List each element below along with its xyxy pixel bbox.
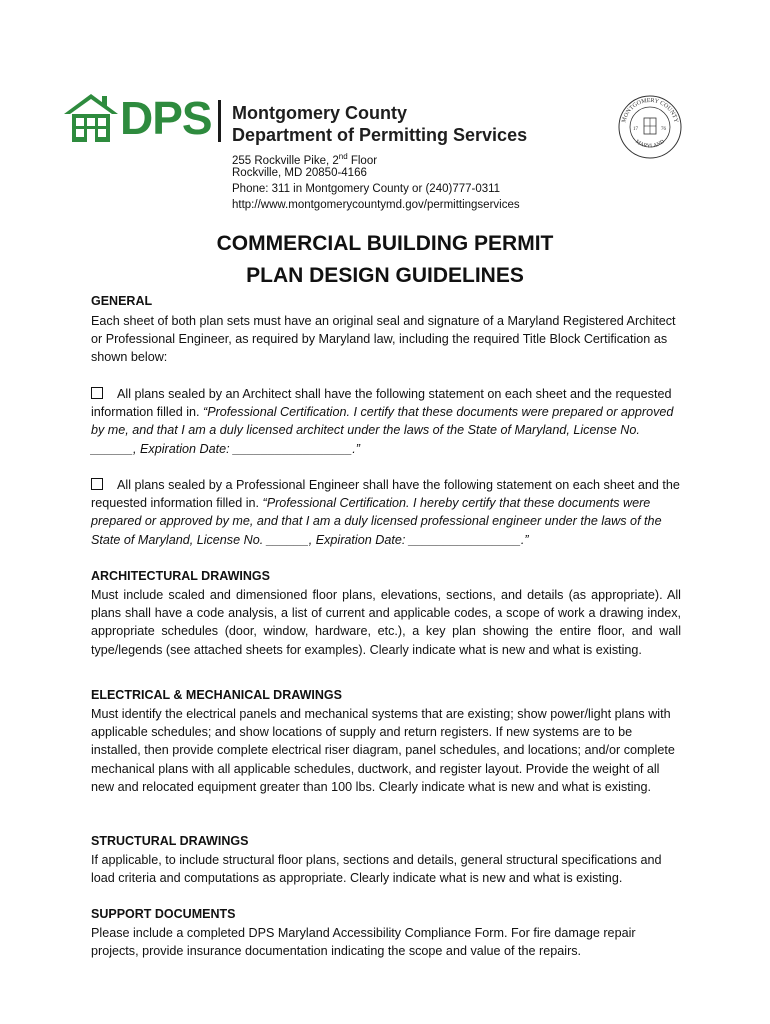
engineer-checkbox[interactable] (91, 478, 103, 490)
org-name-line1: Montgomery County (232, 103, 407, 123)
dps-house-logo-icon (62, 92, 120, 144)
engineer-certification: All plans sealed by a Professional Engineer shall have the following statement on each sheet and the requested information filled in. “Professional Certification. I hereby certify that these documents were prepared or approved by me, and that I am a duly licensed professional engineer under the laws of the State of Maryland, License No. ______, Expiration Date: ________________.” (91, 478, 680, 547)
general-heading: GENERAL (91, 294, 153, 308)
electrical-body: Must identify the electrical panels and mechanical systems that are existing; show power/light plans with applicable schedules; and show locations of supply and return registers. If new systems are to be installed, then provide complete electrical riser diagram, panel schedules, and locations; and/or complete mechanical plans with all applicable schedules, ductwork, and register layout. Provide the weight of all new and relocated equipment greater than 100 lbs. Clearly indicate what is new and what is existing. (91, 707, 675, 794)
architect-certification: All plans sealed by an Architect shall have the following statement on each sheet and the requested information filled in. “Professional Certification. I certify that these documents were prepared or approved by me, and that I am a duly licensed architect under the laws of the State of Maryland, License No. ______, Expiration Date: _________________.” (91, 387, 674, 456)
address-line1: 255 Rockville Pike, 2nd Floor (232, 152, 378, 167)
electrical-heading: ELECTRICAL & MECHANICAL DRAWINGS (91, 688, 342, 702)
architect-checkbox[interactable] (91, 387, 103, 399)
svg-text:MARYLAND: MARYLAND (634, 138, 666, 150)
dps-logo-text: DPS (120, 92, 212, 144)
address-line3: Phone: 311 in Montgomery County or (240)777-0311 (232, 183, 501, 195)
doc-title-line2: PLAN DESIGN GUIDELINES (246, 264, 524, 287)
architectural-heading: ARCHITECTURAL DRAWINGS (91, 569, 270, 583)
structural-body: If applicable, to include structural floor plans, sections and details, general structural specifications and load criteria and computations as appropriate. Clearly indicate what is new and what is existing. (91, 853, 662, 886)
doc-title-line1: COMMERCIAL BUILDING PERMIT (216, 232, 554, 255)
svg-text:17: 17 (633, 127, 638, 132)
structural-heading: STRUCTURAL DRAWINGS (91, 834, 249, 848)
county-seal-icon (617, 94, 683, 160)
architectural-body: Must include scaled and dimensioned floor plans, elevations, sections, and details (as appropriate). All plans shall have a code analysis, a list of current and applicable codes, a scope of work a drawing index, appropriate schedules (door, window, hardware, etc.), a key plan showing the entire floor, and wall type/legends (see attached sheets for examples). Clearly indicate what is new and what is existing. (91, 588, 681, 657)
support-body: Please include a completed DPS Maryland Accessibility Compliance Form. For fire damage repair projects, provide insurance documentation indicating the scope and value of the repairs. (91, 926, 636, 959)
general-body: Each sheet of both plan sets must have an original seal and signature of a Maryland Registered Architect or Professional Engineer, as required by Maryland law, including the required Title Block Certification as shown below: (91, 314, 676, 365)
org-name-line2: Department of Permitting Services (232, 125, 528, 145)
website-link[interactable]: http://www.montgomerycountymd.gov/permittingservices (232, 199, 520, 211)
support-heading: SUPPORT DOCUMENTS (91, 907, 236, 921)
svg-text:MONTGOMERY COUNTY: MONTGOMERY COUNTY (621, 97, 679, 124)
svg-text:76: 76 (661, 127, 666, 132)
address-line2: Rockville, MD 20850-4166 (232, 167, 367, 179)
logo-divider (218, 100, 221, 142)
